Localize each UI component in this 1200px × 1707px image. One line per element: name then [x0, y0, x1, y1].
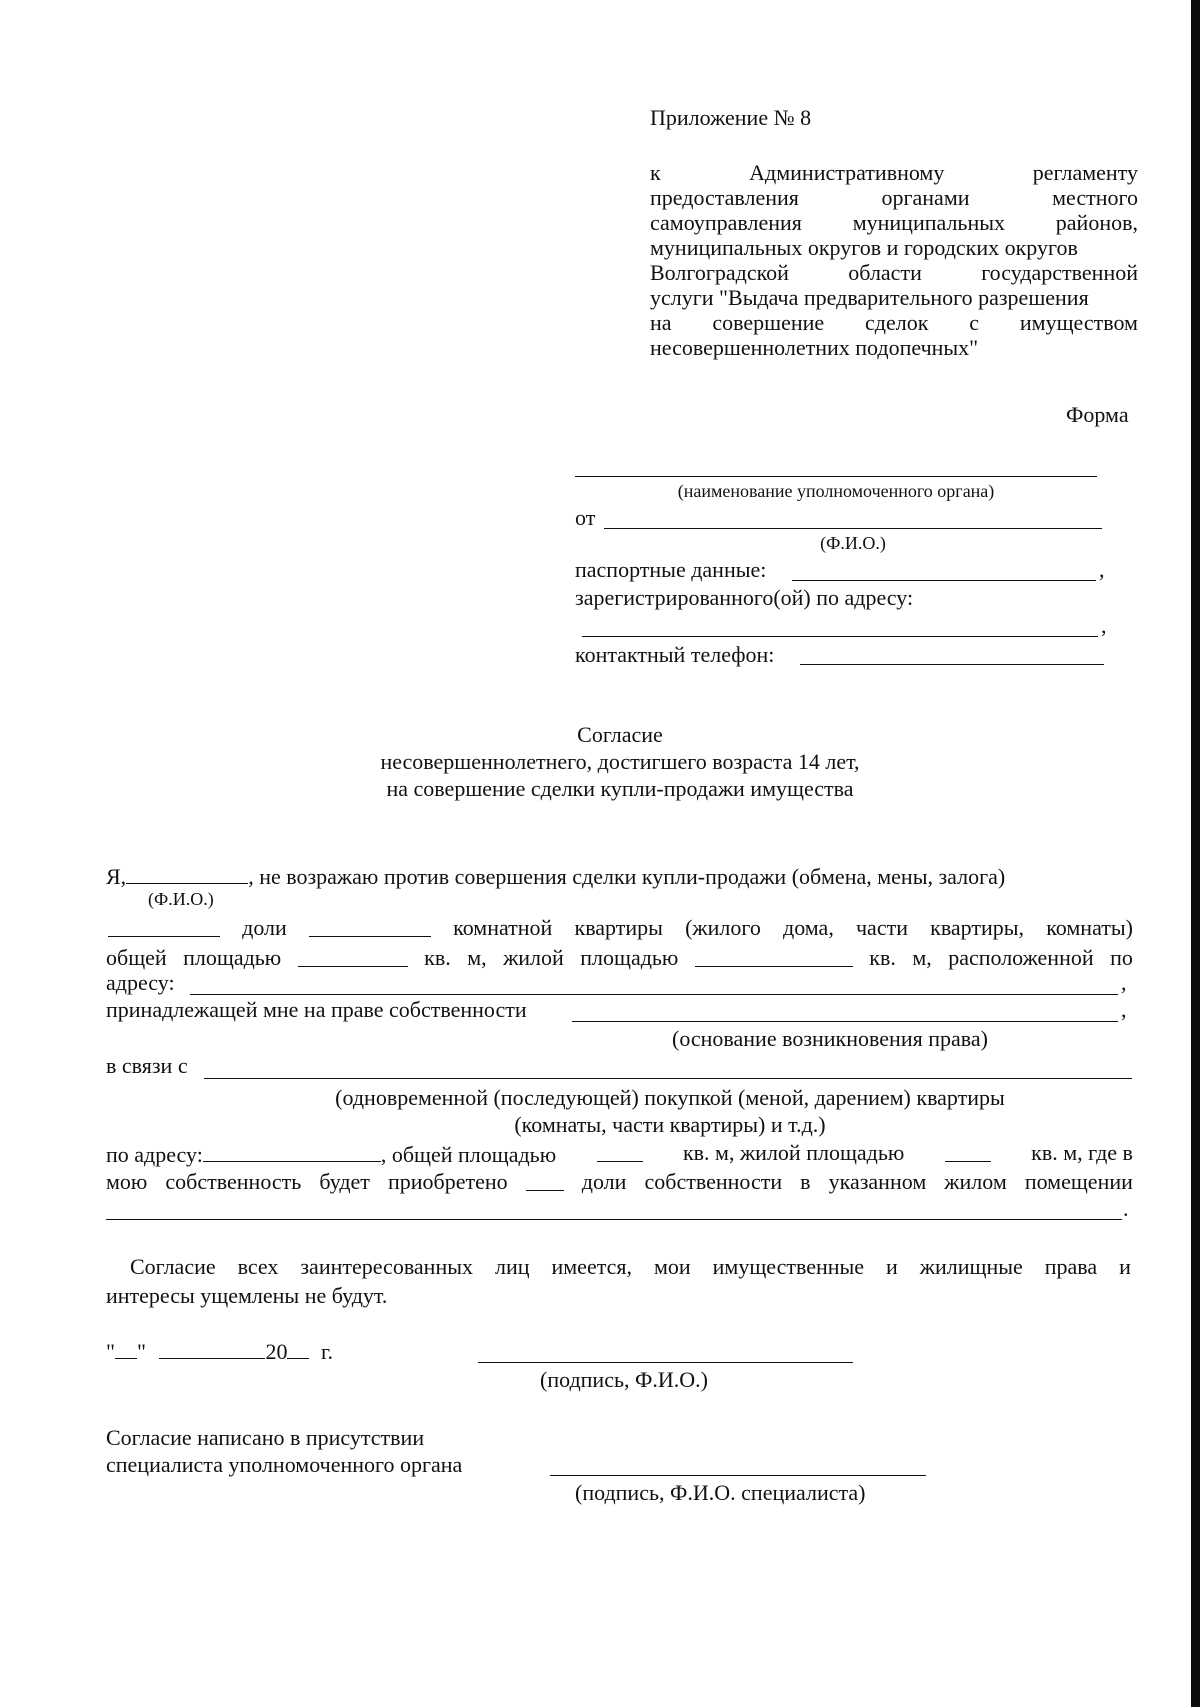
- passport-label: паспортные данные:: [575, 557, 767, 582]
- registered-address-field[interactable]: [582, 636, 1098, 637]
- applicant-fio-field[interactable]: [604, 528, 1102, 529]
- fio-caption: (Ф.И.О.): [820, 533, 886, 553]
- regulation-line: на совершение сделок с имуществом: [650, 310, 1138, 335]
- document-subtitle: несовершеннолетнего, достигшего возраста 14 лет,: [380, 749, 860, 774]
- document-title: Согласие: [577, 722, 663, 747]
- appendix-number: Приложение № 8: [650, 105, 812, 130]
- property-address-field[interactable]: [190, 994, 1118, 995]
- witness-text: Согласие написано в присутствии: [106, 1425, 425, 1450]
- passport-field[interactable]: [792, 580, 1096, 581]
- regulation-line: самоуправления муниципальных районов,: [650, 210, 1138, 235]
- comma: ,: [1121, 997, 1127, 1022]
- period: .: [1123, 1196, 1129, 1221]
- minor-fio-field[interactable]: [126, 862, 248, 884]
- living-area-field[interactable]: [695, 945, 853, 967]
- signature-caption: (подпись, Ф.И.О.): [540, 1367, 708, 1392]
- witness-text: специалиста уполномоченного органа: [106, 1452, 463, 1477]
- authority-name-field[interactable]: [575, 476, 1097, 477]
- comma: ,: [1101, 613, 1107, 638]
- date-line: " " 20 г.: [106, 1338, 334, 1364]
- basis-caption: (основание возникновения права): [672, 1026, 988, 1051]
- rooms-count-field[interactable]: [309, 915, 431, 937]
- from-label: от: [575, 505, 596, 530]
- registered-address-label: зарегистрированного(ой) по адресу:: [575, 585, 914, 610]
- consent-line-3: общей площадью кв. м, жилой площадью кв. м, расположенной по: [106, 945, 1133, 970]
- reason-field[interactable]: [204, 1078, 1132, 1079]
- new-address-field[interactable]: [203, 1140, 381, 1162]
- specialist-signature-caption: (подпись, Ф.И.О. специалиста): [575, 1480, 866, 1505]
- comma: ,: [1099, 557, 1105, 582]
- new-total-area-field[interactable]: [597, 1140, 643, 1162]
- regulation-line: муниципальных округов и городских округов: [650, 235, 1078, 260]
- regulation-line: предоставления органами местного: [650, 185, 1138, 210]
- phone-label: контактный телефон:: [575, 642, 775, 667]
- scan-edge: [1191, 0, 1200, 1707]
- acquired-share-field[interactable]: [526, 1169, 564, 1191]
- new-living-area-field[interactable]: [945, 1140, 991, 1162]
- premises-details-field[interactable]: [106, 1219, 1122, 1220]
- regulation-line: к Административному регламенту: [650, 160, 1138, 185]
- regulation-line: несовершеннолетних подопечных": [650, 335, 979, 360]
- reason-caption: (одновременной (последующей) покупкой (меной, дарением) квартиры: [335, 1085, 1005, 1110]
- phone-field[interactable]: [800, 664, 1104, 665]
- signature-field[interactable]: [478, 1362, 853, 1363]
- regulation-reference: [650, 160, 1138, 360]
- comma: ,: [1121, 970, 1127, 995]
- consent-statement-line-2: интересы ущемлены не будут.: [106, 1283, 388, 1308]
- fio-caption: (Ф.И.О.): [148, 889, 214, 909]
- ownership-basis-field[interactable]: [572, 1021, 1118, 1022]
- date-day-field[interactable]: [115, 1337, 137, 1359]
- address-label: адресу:: [106, 970, 175, 995]
- total-area-field[interactable]: [298, 945, 408, 967]
- reason-caption: (комнаты, части квартиры) и т.д.): [514, 1112, 826, 1137]
- regulation-line: услуги "Выдача предварительного разрешения: [650, 285, 1089, 310]
- form-label: Форма: [1066, 402, 1129, 427]
- consent-line-2: доли комнатной квартиры (жилого дома, части квартиры, комнаты): [108, 915, 1133, 940]
- consent-line-1: Я, , не возражаю против совершения сделки купли-продажи (обмена, мены, залога): [106, 863, 1006, 889]
- consent-line-7: по адресу: , общей площадью кв. м, жилой площадью кв. м, где в: [106, 1140, 1133, 1167]
- share-field[interactable]: [108, 915, 220, 937]
- ownership-label: принадлежащей мне на праве собственности: [106, 997, 527, 1022]
- date-month-field[interactable]: [159, 1337, 265, 1359]
- specialist-signature-field[interactable]: [550, 1475, 926, 1476]
- document-subtitle: на совершение сделки купли-продажи имущества: [386, 776, 854, 801]
- reason-label: в связи с: [106, 1053, 188, 1078]
- authority-caption: (наименование уполномоченного органа): [677, 481, 995, 501]
- regulation-line: Волгоградской области государственной: [650, 260, 1138, 285]
- date-year-field[interactable]: [287, 1337, 309, 1359]
- consent-line-8: мою собственность будет приобретено доли собственности в указанном жилом помещении: [106, 1169, 1133, 1194]
- consent-statement-line-1: Согласие всех заинтересованных лиц имеется, мои имущественные и жилищные права и: [130, 1254, 1131, 1279]
